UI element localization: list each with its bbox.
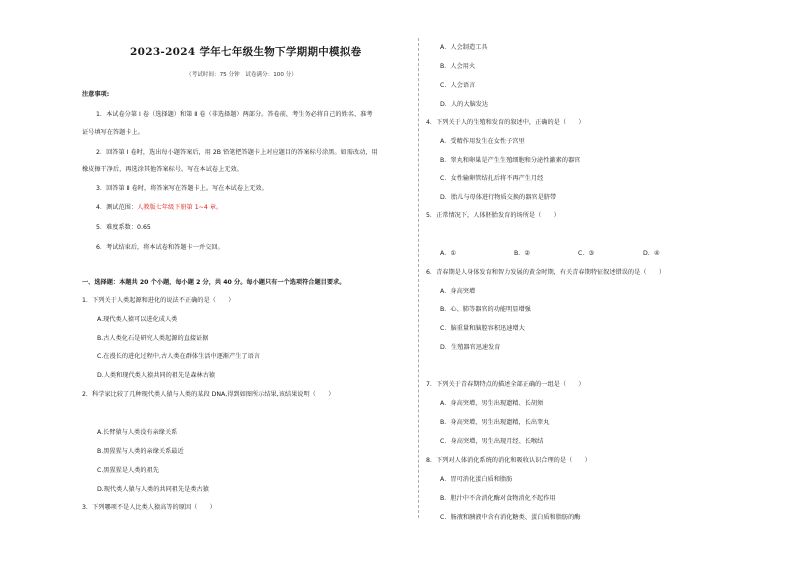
q2-option-d: D.现代类人猿与人类的共同祖先是类古猿: [97, 486, 209, 493]
page-subtitle: （考试时间：75 分钟 试卷满分：100 分）: [186, 72, 297, 78]
q4-option-d: D．胎儿与母体进行物质交换的器官是脐带: [440, 194, 557, 201]
q8-option-a: A．胃可消化蛋白质和脂肪: [440, 476, 513, 483]
q1-option-b: B.古人类化石是研究人类起源的直接证据: [97, 335, 209, 342]
question-7: 7．下列关于青春期特点的描述全部正确的一组是（ ）: [426, 381, 585, 388]
notice-item-1a: 1．本试卷分第 Ⅰ 卷（选择题）和第 Ⅱ 卷（非选择题）两部分。答卷前，考生务必将自己的姓名、准考: [96, 111, 373, 118]
question-3: 3．下列哪项不是人比类人猿高等的原因（ ）: [82, 504, 216, 511]
q2-option-b: B.黑猩猩与人类的亲缘关系最近: [97, 448, 184, 455]
q2-option-a: A.长臂猿与人类没有亲缘关系: [97, 429, 178, 436]
q6-option-c: C．脑重量和脑腔容积迅速增大: [440, 325, 525, 332]
q8-option-b: B．胆汁中不含消化酶对食物消化不起作用: [440, 495, 556, 502]
q7-option-c: C．身高突增，男生出现月经、长喉结: [440, 438, 544, 445]
notice-item-5: 5．难度系数：0.65: [96, 224, 151, 231]
test-scope: 人教版七年级下册第 1~4 章。: [137, 204, 223, 211]
q3-option-c: C．人会语言: [440, 82, 476, 89]
q6-option-b: B．心、肺等器官的功能明显增强: [440, 306, 531, 313]
q1-option-a: A.现代类人猿可以进化成人类: [97, 316, 178, 323]
column-divider: [418, 38, 419, 518]
question-2: 2．科学家比较了几种现代类人猿与人类的某段 DNA,得到如图所示结果,该结果说明（ ）: [82, 391, 335, 398]
notice-item-6: 6．考试结束后，将本试卷和答题卡一并交回。: [96, 244, 224, 251]
notice-item-1b: 证号填写在答题卡上。: [82, 129, 144, 136]
question-1: 1．下列关于人类起源和进化的说法不正确的是（ ）: [82, 297, 235, 304]
notice-heading: 注意事项:: [82, 91, 110, 98]
notice-item-3: 3．回答第 Ⅱ 卷时，将答案写在答题卡上。写在本试卷上无效。: [96, 185, 268, 192]
q3-option-b: B．人会用火: [440, 63, 476, 70]
q6-option-a: A．身高突增: [440, 288, 476, 295]
question-4: 4．下列关于人的生殖和发育的叙述中，正确的是（ ）: [426, 119, 585, 126]
q2-option-c: C.黑猩猩是人类的祖先: [97, 467, 159, 474]
q4-option-a: A．受精作用发生在女性子宫里: [440, 138, 525, 145]
q7-option-a: A．身高突增，男生出现遗精、长胡须: [440, 400, 544, 407]
notice-item-4-label: 4．测试范围：: [96, 204, 138, 211]
q4-option-b: B．睾丸和卵巢是产生生殖细胞和分泌性激素的器官: [440, 157, 581, 164]
q1-option-d: D.人类和现代类人猿共同的祖先是森林古猿: [97, 372, 216, 379]
q4-option-c: C．女性输卵管结扎后将不再产生月经: [440, 175, 544, 182]
q1-option-c: C.在漫长的进化过程中,古人类在群体生活中逐渐产生了语言: [97, 353, 260, 360]
q3-option-d: D．人的大脑发达: [440, 101, 489, 108]
page-title: 2023-2024 学年七年级生物下学期期中模拟卷: [130, 46, 362, 58]
q5-option-c: C．③: [578, 250, 595, 257]
notice-item-2b: 橡皮擦干净后，再选涂其他答案标号。写在本试卷上无效。: [82, 166, 243, 173]
q3-option-a: A．人会制造工具: [440, 44, 488, 51]
question-6: 6．青春期是人身体发育和智力发展的黄金时期，有关青春期特征叙述错误的是（ ）: [426, 269, 666, 276]
q6-option-d: D．生殖器官迅速发育: [440, 344, 501, 351]
q7-option-b: B．身高突增，男生出现遗精，长出睾丸: [440, 419, 550, 426]
q5-option-b: B．②: [514, 250, 530, 257]
notice-item-2a: 2．回答第 Ⅰ 卷时，选出每小题答案后，用 2B 铅笔把答题卡上对应题目的答案标号涂黑。如需改动，用: [96, 149, 378, 156]
section-heading: 一、选择题：本题共 20 个小题，每小题 2 分，共 40 分。每小题只有一个选项符合题目要求。: [82, 279, 346, 286]
question-5: 5．正常情况下，人体胚胎发育的场所是（ ）: [426, 212, 560, 219]
question-8-visible: 8．下列对人体消化系统的消化和吸收认识合理的是（ ）: [426, 457, 591, 464]
q5-option-a: A．①: [440, 250, 456, 257]
q5-option-d: D．④: [643, 250, 660, 257]
notice-item-4: [96, 204, 222, 212]
q8-option-c: C．肠液和胰液中含有消化糖类、蛋白质和脂肪的酶: [440, 514, 581, 521]
